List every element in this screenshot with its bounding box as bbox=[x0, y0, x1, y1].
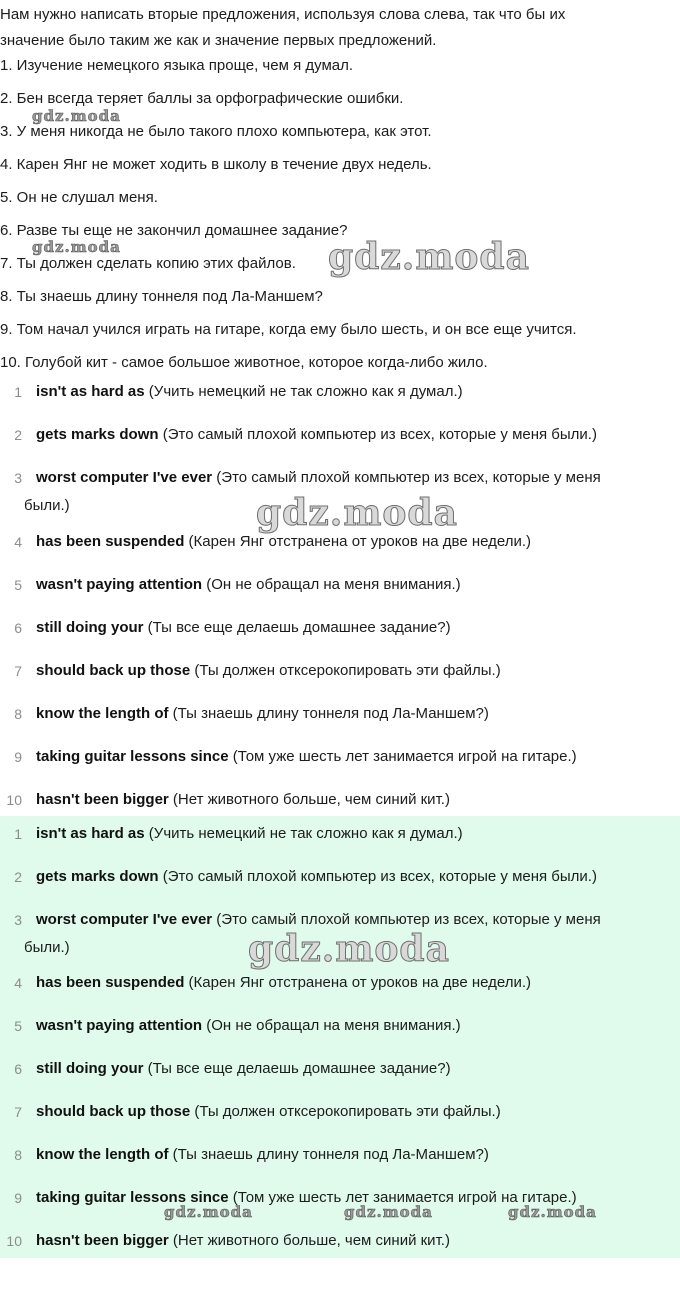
sentence-1: 1. Изучение немецкого языка проще, чем я думал. bbox=[0, 57, 354, 74]
answer-translation: (Ты все еще делаешь домашнее задание?) bbox=[143, 619, 451, 636]
answer-number: 3 bbox=[14, 470, 22, 486]
answer-number: 10 bbox=[6, 792, 22, 808]
answer-translation: (Учить немецкий не так сложно как я думал.) bbox=[144, 825, 463, 842]
answer-translation: (Том уже шесть лет занимается игрой на гитаре.) bbox=[228, 748, 577, 765]
answer-key: hasn't been bigger bbox=[36, 1232, 169, 1249]
answer-translation: (Это самый плохой компьютер из всех, которые у меня были.) bbox=[158, 426, 597, 443]
answer-key: taking guitar lessons since bbox=[36, 748, 229, 765]
answer-translation: (Ты должен отксерокопировать эти файлы.) bbox=[190, 662, 501, 679]
answer-translation: (Нет животного больше, чем синий кит.) bbox=[168, 1232, 450, 1249]
sentence-10: 10. Голубой кит - самое большое животное, которое когда-либо жило. bbox=[0, 354, 488, 371]
answer-number: 9 bbox=[14, 1190, 22, 1206]
sentence-4: 4. Карен Янг не может ходить в школу в течение двух недель. bbox=[0, 156, 432, 173]
answer-translation: (Карен Янг отстранена от уроков на две недели.) bbox=[184, 974, 532, 991]
answer-translation: (Ты все еще делаешь домашнее задание?) bbox=[143, 1060, 451, 1077]
answer-translation: (Ты знаешь длину тоннеля под Ла-Маншем?) bbox=[168, 1146, 489, 1163]
answer-number: 9 bbox=[14, 749, 22, 765]
answer-key: know the length of bbox=[36, 1146, 169, 1163]
answer-translation: (Ты знаешь длину тоннеля под Ла-Маншем?) bbox=[168, 705, 489, 722]
answer-key: has been suspended bbox=[36, 974, 185, 991]
answer-list-highlighted bbox=[0, 816, 680, 1258]
answer-continuation: были.) bbox=[24, 497, 70, 514]
answer-number: 1 bbox=[14, 384, 22, 400]
watermark: gdz.moda bbox=[32, 238, 121, 256]
answer-translation: (Он не обращал на меня внимания.) bbox=[202, 576, 461, 593]
answer-translation: (Он не обращал на меня внимания.) bbox=[202, 1017, 461, 1034]
watermark: gdz.moda bbox=[508, 1203, 597, 1221]
sentence-7: 7. Ты должен сделать копию этих файлов. bbox=[0, 255, 296, 272]
answer-translation: (Нет животного больше, чем синий кит.) bbox=[168, 791, 450, 808]
answer-translation: (Это самый плохой компьютер из всех, которые у меня были.) bbox=[158, 868, 597, 885]
answer-continuation: были.) bbox=[24, 939, 70, 956]
instructions-line-2: значение было таким же как и значение первых предложений. bbox=[0, 32, 437, 49]
watermark: gdz.moda bbox=[248, 928, 450, 970]
answer-key: know the length of bbox=[36, 705, 169, 722]
answer-translation: (Том уже шесть лет занимается игрой на гитаре.) bbox=[228, 1189, 577, 1206]
answer-key: isn't as hard as bbox=[36, 825, 145, 842]
watermark: gdz.moda bbox=[328, 236, 530, 278]
answer-number: 1 bbox=[14, 826, 22, 842]
answer-translation: (Это самый плохой компьютер из всех, которые у меня bbox=[212, 911, 601, 928]
answer-number: 4 bbox=[14, 534, 22, 550]
answer-number: 5 bbox=[14, 577, 22, 593]
answer-number: 10 bbox=[6, 1233, 22, 1249]
watermark: gdz.moda bbox=[256, 492, 458, 534]
answer-number: 3 bbox=[14, 912, 22, 928]
answer-number: 8 bbox=[14, 1147, 22, 1163]
watermark: gdz.moda bbox=[164, 1203, 253, 1221]
answer-key: has been suspended bbox=[36, 533, 185, 550]
answer-key: isn't as hard as bbox=[36, 383, 145, 400]
answer-key: should back up those bbox=[36, 662, 191, 679]
answer-list bbox=[0, 378, 680, 814]
sentence-2: 2. Бен всегда теряет баллы за орфографические ошибки. bbox=[0, 90, 404, 107]
task-instructions bbox=[0, 2, 672, 54]
answer-key: gets marks down bbox=[36, 426, 159, 443]
sentence-8: 8. Ты знаешь длину тоннеля под Ла-Маншем? bbox=[0, 288, 323, 305]
answer-key: worst computer I've ever bbox=[36, 911, 213, 928]
sentence-9: 9. Том начал учился играть на гитаре, когда ему было шесть, и он все еще учится. bbox=[0, 321, 577, 338]
answer-translation: (Ты должен отксерокопировать эти файлы.) bbox=[190, 1103, 501, 1120]
answer-number: 8 bbox=[14, 706, 22, 722]
answer-key: still doing your bbox=[36, 619, 144, 636]
answer-number: 5 bbox=[14, 1018, 22, 1034]
answer-key: hasn't been bigger bbox=[36, 791, 169, 808]
answer-number: 6 bbox=[14, 620, 22, 636]
answer-key: gets marks down bbox=[36, 868, 159, 885]
sentence-6: 6. Разве ты еще не закончил домашнее задание? bbox=[0, 222, 348, 239]
answer-translation: (Карен Янг отстранена от уроков на две недели.) bbox=[184, 533, 532, 550]
answer-number: 2 bbox=[14, 869, 22, 885]
answer-number: 7 bbox=[14, 1104, 22, 1120]
answer-key: wasn't paying attention bbox=[36, 1017, 203, 1034]
sentence-5: 5. Он не слушал меня. bbox=[0, 189, 158, 206]
instructions-line-1: Нам нужно написать вторые предложения, используя слова слева, так что бы их bbox=[0, 6, 566, 23]
answer-key: taking guitar lessons since bbox=[36, 1189, 229, 1206]
sentence-3: 3. У меня никогда не было такого плохо компьютера, как этот. bbox=[0, 123, 432, 140]
answer-key: wasn't paying attention bbox=[36, 576, 203, 593]
answer-key: worst computer I've ever bbox=[36, 469, 213, 486]
answer-translation: (Это самый плохой компьютер из всех, которые у меня bbox=[212, 469, 601, 486]
answer-key: still doing your bbox=[36, 1060, 144, 1077]
watermark: gdz.moda bbox=[344, 1203, 433, 1221]
answer-number: 2 bbox=[14, 427, 22, 443]
answer-number: 6 bbox=[14, 1061, 22, 1077]
answer-number: 7 bbox=[14, 663, 22, 679]
answer-number: 4 bbox=[14, 975, 22, 991]
watermark: gdz.moda bbox=[32, 107, 121, 125]
answer-key: should back up those bbox=[36, 1103, 191, 1120]
answer-translation: (Учить немецкий не так сложно как я думал.) bbox=[144, 383, 463, 400]
